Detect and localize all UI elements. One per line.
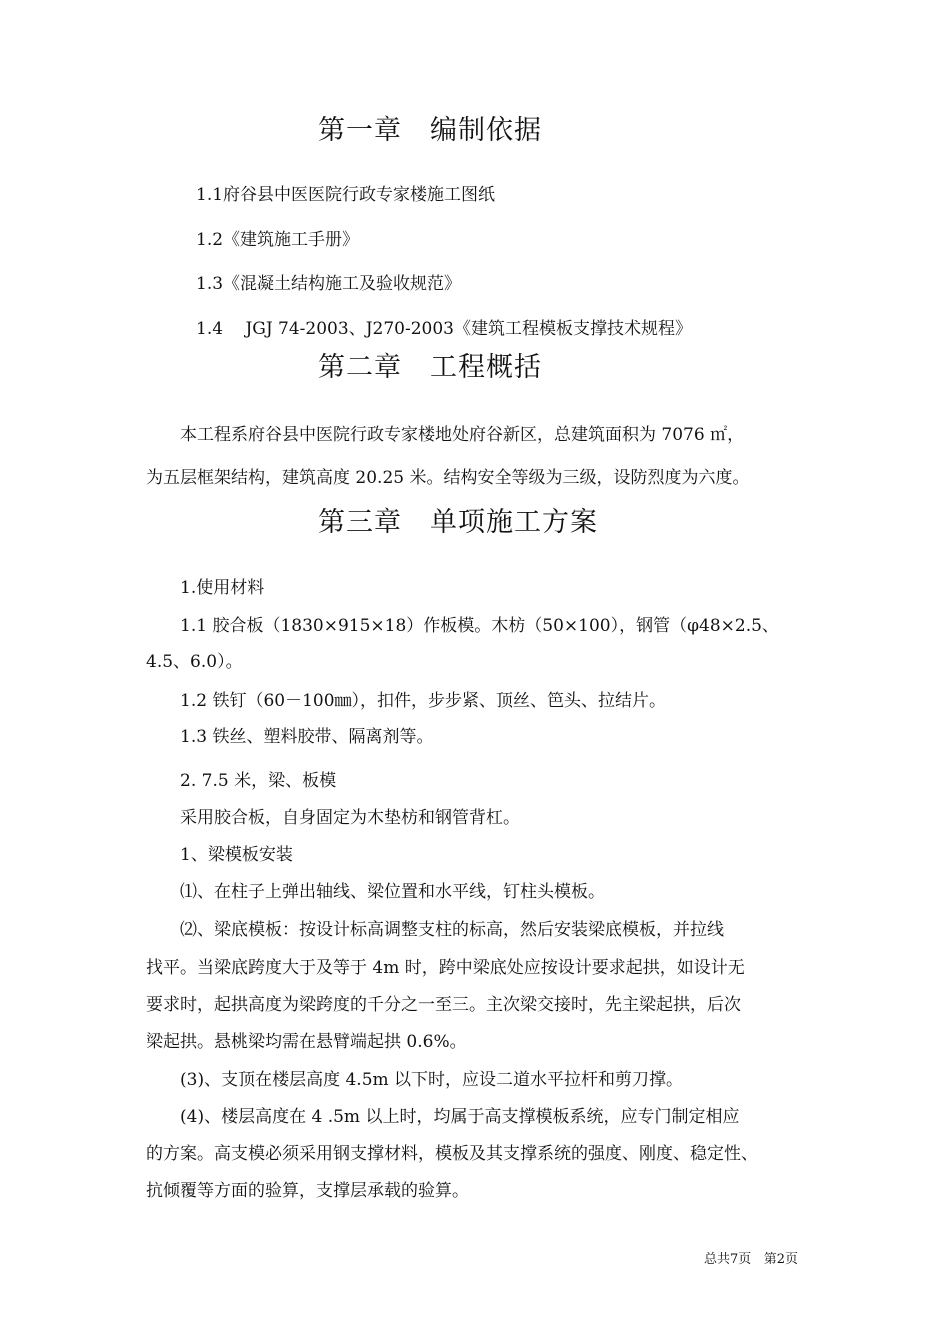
plan-line-3: 4.5、6.0）。 — [146, 652, 243, 672]
chapter-1-title: 第一章 编制依据 — [318, 115, 542, 146]
plan-line-2: 1.1 胶合板（1830×915×18）作板模。木枋（50×100），钢管（φ48×2.5、 — [180, 616, 779, 636]
plan-line-11: 找平。当梁底跨度大于及等于 4m 时，跨中梁底处应按设计要求起拱，如设计无 — [146, 958, 745, 978]
plan-line-7: 采用胶合板，自身固定为木垫枋和钢管背杠。 — [180, 808, 520, 828]
footer-current-page: 第2页 — [763, 1252, 798, 1267]
chapter-3-title: 第三章 单项施工方案 — [318, 507, 598, 538]
plan-line-5: 1.3 铁丝、塑料胶带、隔离剂等。 — [180, 727, 434, 747]
reference-item-1: 1.1府谷县中医医院行政专家楼施工图纸 — [196, 185, 496, 205]
plan-line-10: ⑵、梁底模板：按设计标高调整支柱的标高，然后安装梁底模板，并拉线 — [180, 920, 724, 940]
plan-line-9: ⑴、在柱子上弹出轴线、梁位置和水平线，钉柱头模板。 — [180, 882, 605, 902]
footer-page-info — [704, 1248, 798, 1267]
plan-line-12: 要求时，起拱高度为梁跨度的千分之一至三。主次梁交接时，先主梁起拱，后次 — [146, 995, 741, 1015]
footer-total-pages: 总共7页 — [704, 1252, 752, 1267]
plan-line-1: 1.使用材料 — [180, 578, 265, 598]
reference-item-2: 1.2《建筑施工手册》 — [196, 230, 360, 250]
plan-line-17: 抗倾覆等方面的验算，支撑层承载的验算。 — [146, 1181, 469, 1201]
plan-line-14: (3)、支顶在楼层高度 4.5m 以下时，应设二道水平拉杆和剪刀撑。 — [180, 1070, 684, 1090]
reference-item-3: 1.3《混凝土结构施工及验收规范》 — [196, 274, 462, 294]
plan-line-4: 1.2 铁钉（60－100㎜），扣件，步步紧、顶丝、笆头、拉结片。 — [180, 691, 667, 711]
plan-line-6: 2. 7.5 米，梁、板模 — [180, 771, 337, 791]
overview-line-2: 为五层框架结构，建筑高度 20.25 米。结构安全等级为三级，设防烈度为六度。 — [146, 468, 750, 488]
plan-line-15: (4)、楼层高度在 4 .5m 以上时，均属于高支撑模板系统，应专门制定相应 — [180, 1107, 740, 1127]
plan-line-8: 1、梁模板安装 — [180, 845, 293, 865]
plan-line-16: 的方案。高支模必须采用钢支撑材料，模板及其支撑系统的强度、刚度、稳定性、 — [146, 1144, 758, 1164]
chapter-2-title: 第二章 工程概括 — [318, 352, 542, 383]
reference-item-4: 1.4 JGJ 74-2003、J270-2003《建筑工程模板支撑技术规程》 — [196, 319, 692, 339]
plan-line-13: 梁起拱。悬桃梁均需在悬臂端起拱 0.6%。 — [146, 1032, 467, 1052]
overview-line-1: 本工程系府谷县中医院行政专家楼地处府谷新区，总建筑面积为 7076 ㎡， — [180, 425, 745, 445]
